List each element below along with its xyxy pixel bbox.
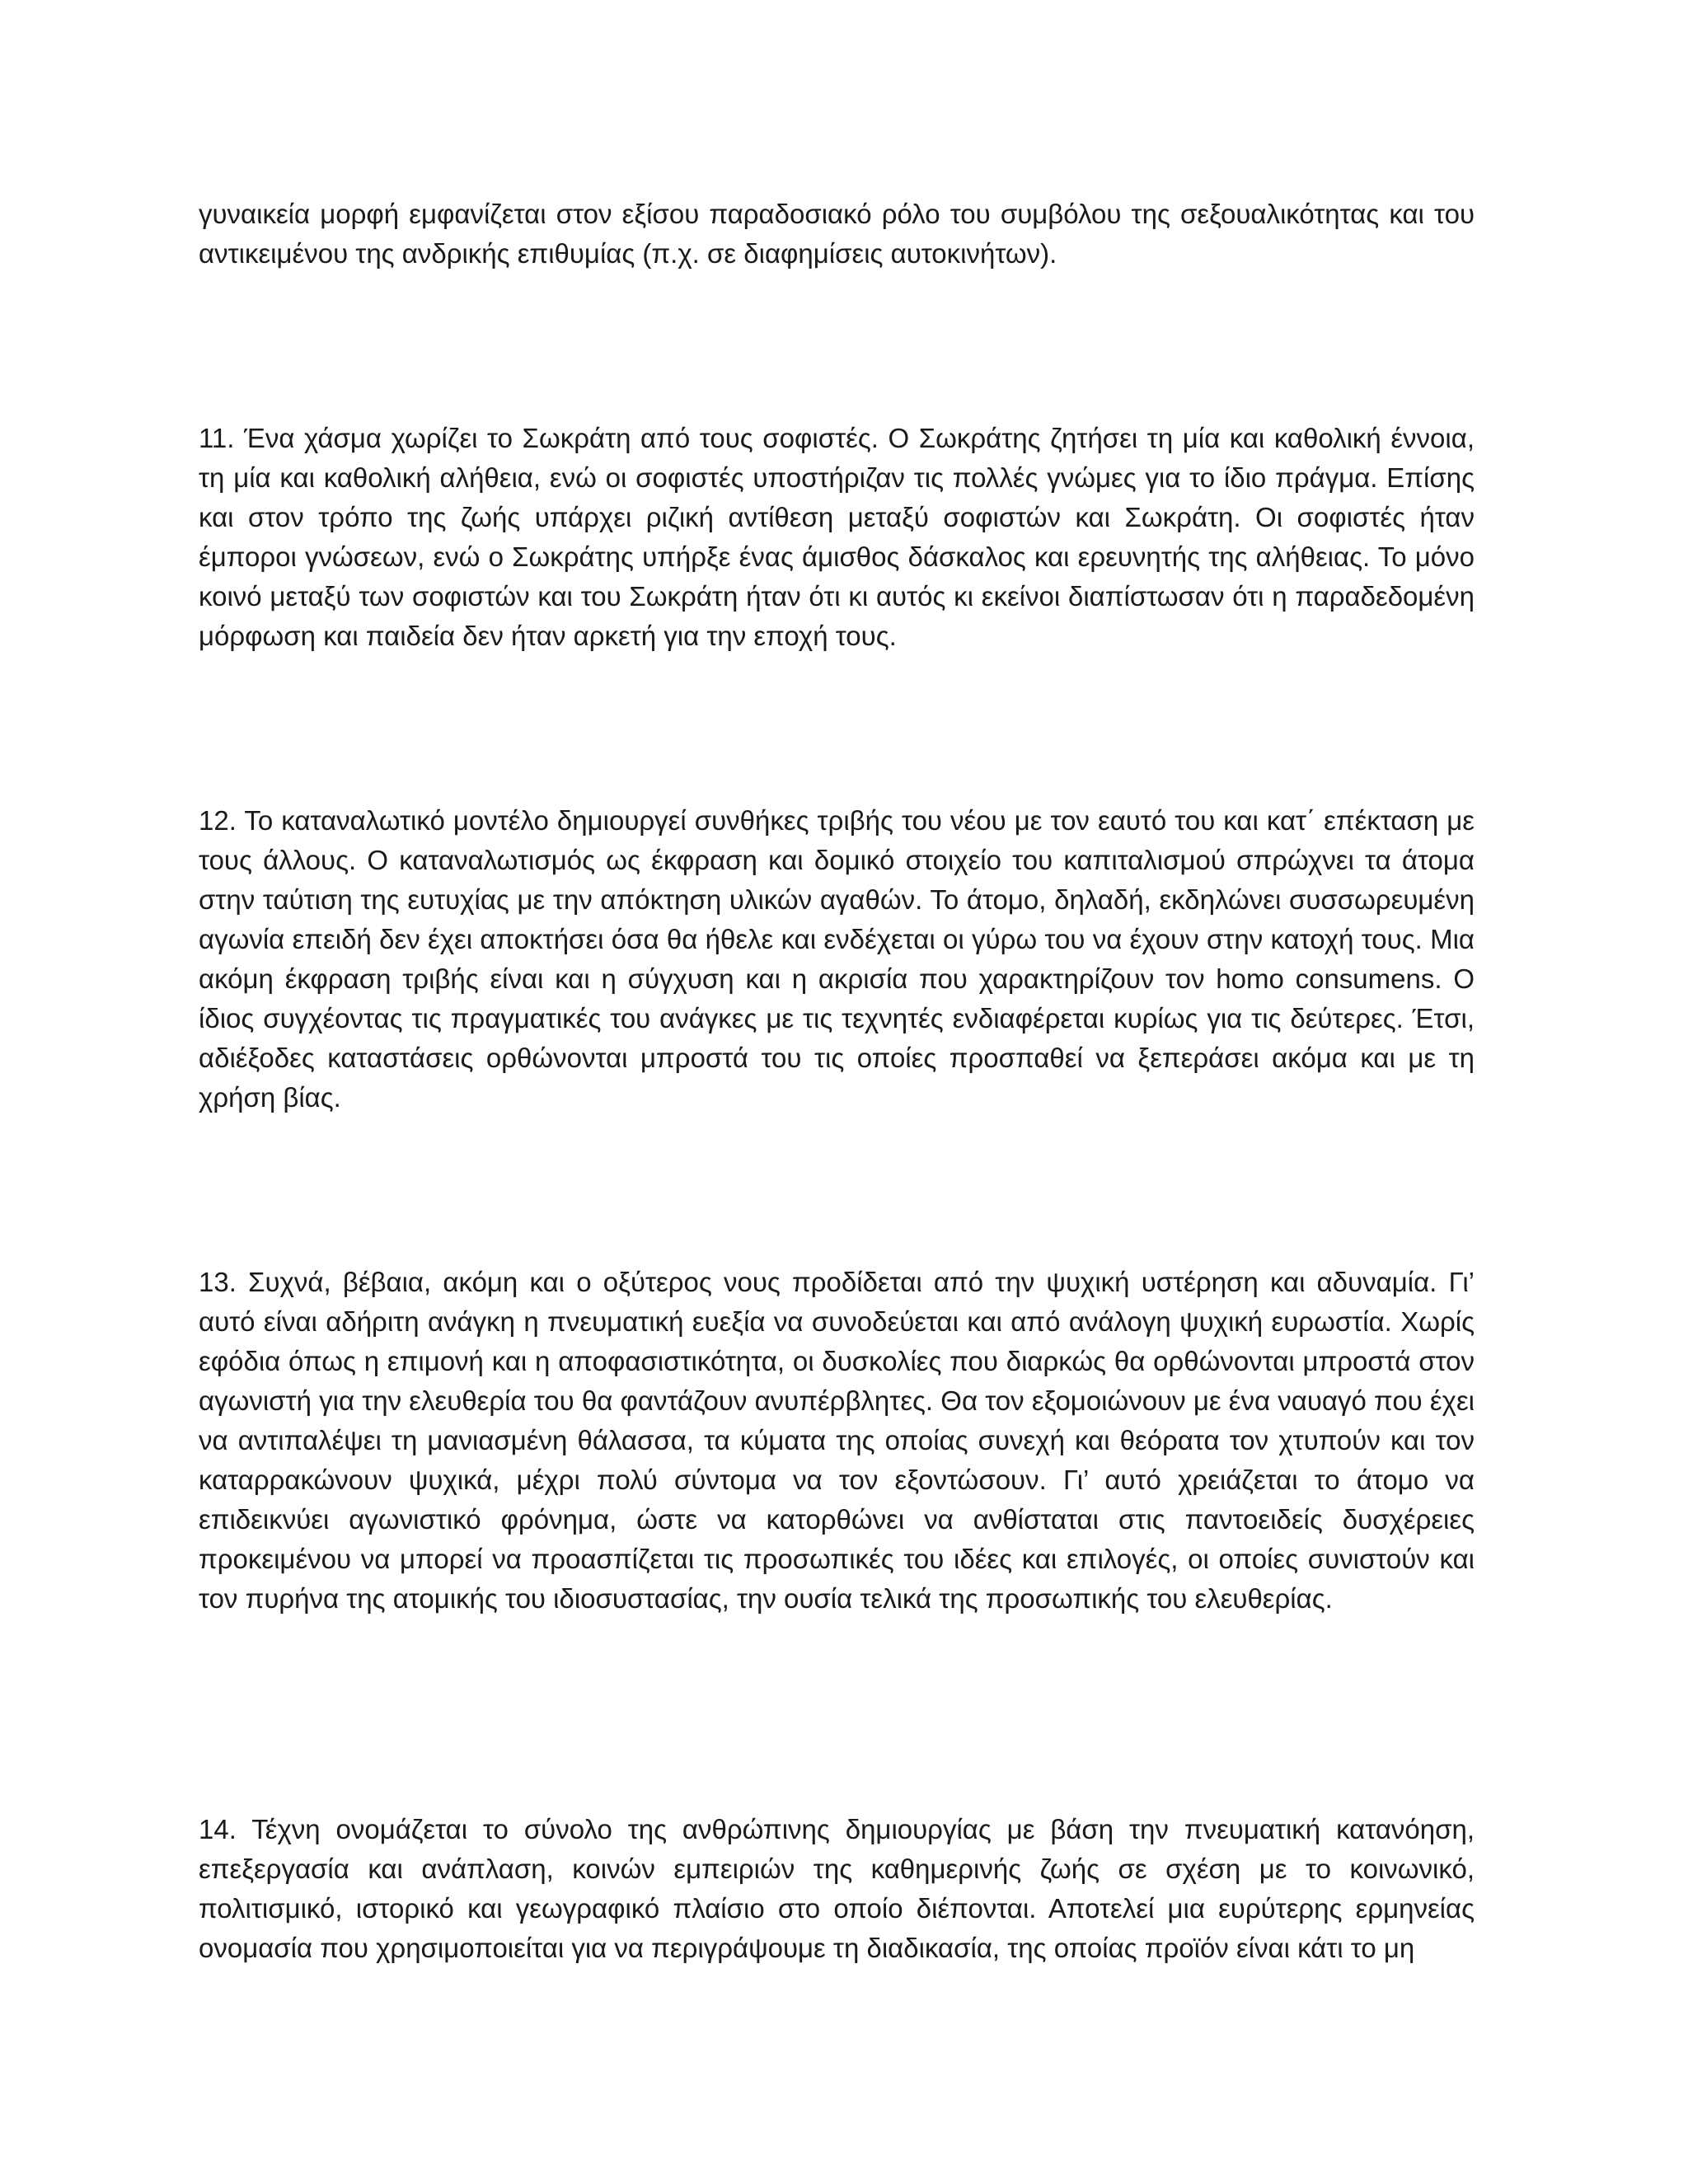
paragraph-13: 13. Συχνά, βέβαια, ακόμη και ο οξύτερος νους προδίδεται από την ψυχική υστέρηση και αδυναμία. Γι’ αυτό είναι αδήριτη ανάγκη η πνευματική ευεξία να συνοδεύεται και από ανάλογη ψυχική ευρωστία. Χωρίς εφόδια όπως η επιμονή και η αποφασιστικότητα, οι δυσκολίες που διαρκώς θα ορθώνονται μπροστά στον αγωνιστή για την ελευθερία του θα φαντάζουν ανυπέρβλητες. Θα τον εξομοιώνουν με ένα ναυαγό που έχει να αντιπαλέψει τη μανιασμένη θάλασσα, τα κύματα της οποίας συνεχή και θεόρατα τον χτυπούν και τον καταρρακώνουν ψυχικά, μέχρι πολύ σύντομα να τον εξοντώσουν. Γι’ αυτό χρειάζεται το άτομο να επιδεικνύει αγωνιστικό φρόνημα, ώστε να κατορθώνει να ανθίσταται στις παντοειδείς δυσχέρειες προκειμένου να μπορεί να προασπίζεται τις προσωπικές του ιδέες και επιλογές, οι οποίες συνιστούν και τον πυρήνα της ατομικής του ιδιοσυστασίας, την ουσία τελικά της προσωπικής του ελευθερίας. bbox=[199, 1267, 1475, 1614]
paragraph-14: 14. Τέχνη ονομάζεται το σύνολο της ανθρώπινης δημιουργίας με βάση την πνευματική κατανόηση, επεξεργασία και ανάπλαση, κοινών εμπειριών της καθημερινής ζωής σε σχέση με το κοινωνικό, πολιτισμικό, ιστορικό και γεωγραφικό πλαίσιο στο οποίο διέπονται. Αποτελεί μια ευρύτερης ερμηνείας ονομασία που χρησιμοποιείται για να περιγράψουμε τη διαδικασία, της οποίας προϊόν είναι κάτι το μη bbox=[199, 1814, 1475, 1963]
paragraph-11: 11. Ένα χάσμα χωρίζει το Σωκράτη από τους σοφιστές. Ο Σωκράτης ζητήσει τη μία και καθολική έννοια, τη μία και καθολική αλήθεια, ενώ οι σοφιστές υποστήριζαν τις πολλές γνώμες για το ίδιο πράγμα. Επίσης και στον τρόπο της ζωής υπάρχει ριζική αντίθεση μεταξύ σοφιστών και Σωκράτη. Οι σοφιστές ήταν έμποροι γνώσεων, ενώ ο Σωκράτης υπήρξε ένας άμισθος δάσκαλος και ερευνητής της αλήθειας. Το μόνο κοινό μεταξύ των σοφιστών και του Σωκράτη ήταν ότι κι αυτός κι εκείνοι διαπίστωσαν ότι η παραδεδομένη μόρφωση και παιδεία δεν ήταν αρκετή για την εποχή τους. bbox=[199, 423, 1475, 651]
paragraph-12: 12. Το καταναλωτικό μοντέλο δημιουργεί συνθήκες τριβής του νέου με τον εαυτό του και κατ΄ επέκταση με τους άλλους. Ο καταναλωτισμός ως έκφραση και δομικό στοιχείο του καπιταλισμού σπρώχνει τα άτομα στην ταύτιση της ευτυχίας με την απόκτηση υλικών αγαθών. Το άτομο, δηλαδή, εκδηλώνει συσσωρευμένη αγωνία επειδή δεν έχει αποκτήσει όσα θα ήθελε και ενδέχεται οι γύρω του να έχουν στην κατοχή τους. Μια ακόμη έκφραση τριβής είναι και η σύγχυση και η ακρισία που χαρακτηρίζουν τον homo consumens. Ο ίδιος συγχέοντας τις πραγματικές του ανάγκες με τις τεχνητές ενδιαφέρεται κυρίως για τις δεύτερες. Έτσι, αδιέξοδες καταστάσεις ορθώνονται μπροστά του τις οποίες προσπαθεί να ξεπεράσει ακόμα και με τη χρήση βίας. bbox=[199, 805, 1475, 1113]
paragraph-continuation: γυναικεία μορφή εμφανίζεται στον εξίσου παραδοσιακό ρόλο του συμβόλου της σεξουαλικότητας και του αντικειμένου της ανδρικής επιθυμίας (π.χ. σε διαφημίσεις αυτοκινήτων). bbox=[199, 199, 1475, 269]
